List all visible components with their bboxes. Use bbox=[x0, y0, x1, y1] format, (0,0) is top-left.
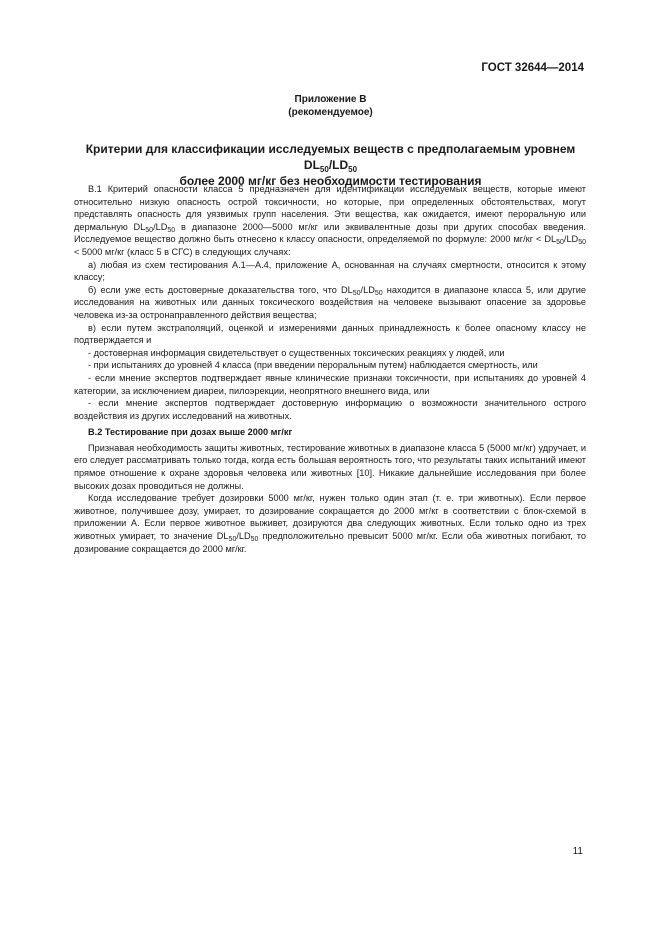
appendix-heading bbox=[0, 93, 661, 119]
list-item-a: а) любая из схем тестирования А.1—А.4, приложение А, основанная на случаях смертности, относится к этому классу; bbox=[74, 259, 586, 283]
list-item-b: б) если уже есть достоверные доказательства того, что $DL_{50}/LD_{50}$ находится в диапазоне класса 5, или другие исследования на животных или данных токсического воздействия на человеке вызывают опасение за здоровье человека из-за остронаправленного действия вещества; bbox=[74, 284, 586, 320]
document-title bbox=[60, 141, 601, 189]
paragraph-v2-1: Признавая необходимость защиты животных, тестирование животных в диапазоне класса 5 (5000 мг/кг) удручает, и его следует рассматривать только тогда, когда есть большая вероятность того, что результаты таких испытаний имеют прямое отношение к охране здоровья человека или животных [10]. Никакие дальнейшие исследования при более высоких дозах проводиться не должны. bbox=[74, 442, 586, 491]
paragraph-v2-2: Когда исследование требует дозировки 5000 мг/кг, нужен только один этап (т. е. три животных). Если первое животное, получившее дозу, умирает, то дозирование сокращается до 2000 мг/кг в соответствии с блок-схемой в приложении А. Если первое животное выживет, дозируются два следующих животных. Если только одно из трех животных умирает, то значение $DL_{50}/LD_{50}$ предположительно превысит 5000 мг/кг. Если оба животных погибают, то дозирование сокращается до 2000 мг/кг. bbox=[74, 493, 586, 554]
dash-item: - при испытаниях до уровней 4 класса (при введении пероральным путем) наблюдается смертность, или bbox=[88, 360, 538, 371]
appendix-title: Приложение В bbox=[294, 94, 367, 105]
list-item-c: в) если путем экстраполяций, оценкой и измерениями данных принадлежность к более опасному классу не подтверждается и bbox=[74, 322, 586, 346]
section-heading-v2: В.2 Тестирование при дозах выше 2000 мг/кг bbox=[88, 427, 293, 438]
title-line-1: Критерии для классификации исследуемых веществ с предполагаемым уровнем $DL_{50}/LD_{50}$ bbox=[85, 142, 576, 174]
dash-item: - если мнение экспертов подтверждает явные клинические признаки токсичности, при испытаниях до уровней 4 категории, за исключением диареи, пилоэрекции, неопрятного внешнего вида, или bbox=[74, 372, 586, 396]
document-body bbox=[74, 183, 586, 555]
title-line-2: более 2000 мг/кг без необходимости тестирования bbox=[179, 174, 482, 188]
standard-code: ГОСТ 32644—2014 bbox=[481, 62, 584, 74]
paragraph-v1: В.1 Критерий опасности класса 5 предназначен для идентификации исследуемых веществ, которые имеют относительно низкую опасность острой токсичности, но которые, при определенных обстоятельствах, могут представлять опасность для уязвимых групп населения. Эти вещества, как ожидается, имеют пероральную или дермальную $DL_{50}/LD_{50}$ в диапазоне 2000—5000 мг/кг или эквивалентные дозы при других способах введения. Исследуемое вещество должно быть отнесено к классу опасности, определяемой по формуле: 2000 $мг/кг < DL_{50}/LD_{50} < 5000$ мг/кг (класс 5 в СГС) в следующих случаях: bbox=[74, 184, 586, 257]
dash-item: - если мнение экспертов подтверждает достоверную информацию о возможности значительного острого воздействия из других исследований на животных. bbox=[74, 398, 586, 421]
appendix-status: (рекомендуемое) bbox=[288, 107, 373, 118]
dash-item: - достоверная информация свидетельствует о существенных токсических реакциях у людей, или bbox=[88, 347, 505, 358]
page-number: 11 bbox=[572, 846, 583, 857]
